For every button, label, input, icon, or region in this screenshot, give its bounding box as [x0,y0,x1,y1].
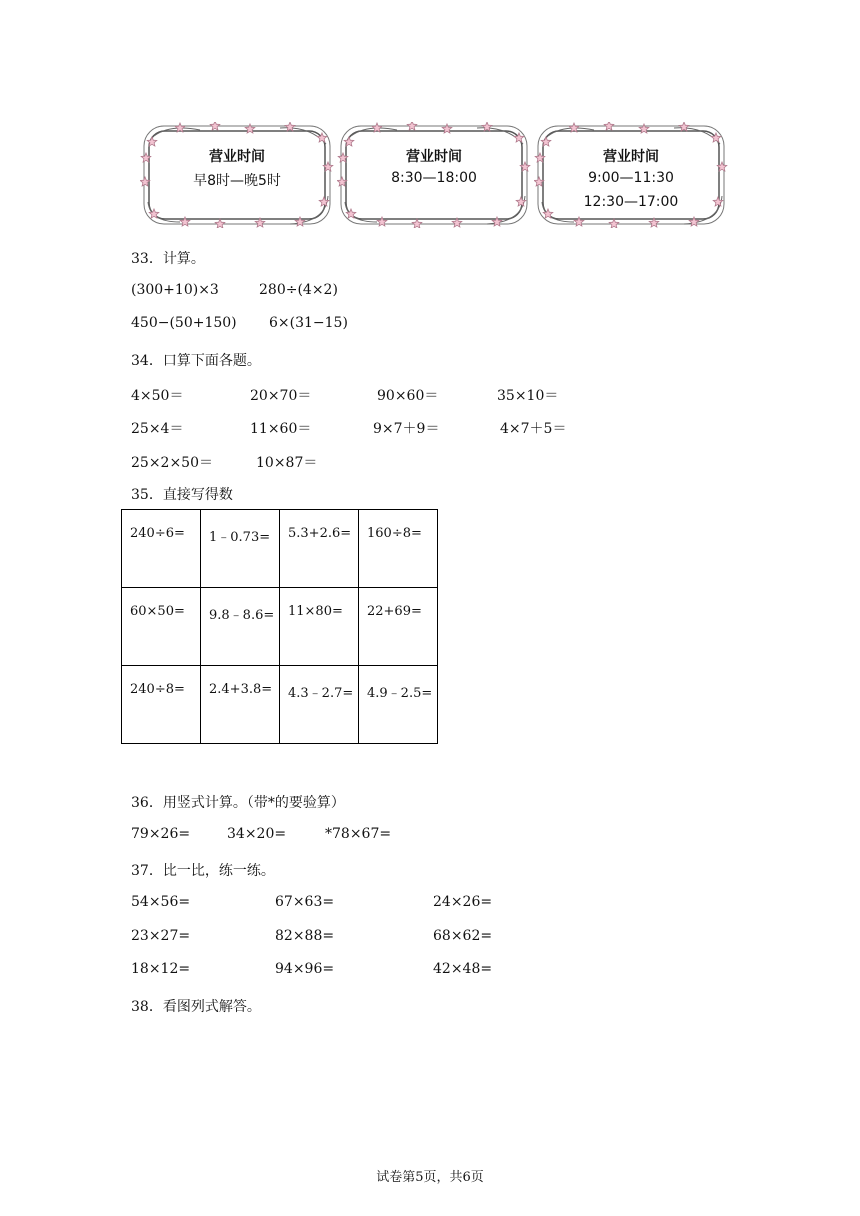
compare-calc-item: 68×62= [433,928,493,944]
compare-calc-item: 94×96= [275,961,335,977]
question-35-label: 35．直接写得数 [131,487,233,503]
sign-3-hours-morning: 9:00—11:30 [588,170,674,186]
table-cell: 2.4+3.8= [201,666,280,744]
sign-2-hours: 8:30—18:00 [391,170,477,186]
vertical-calc-item: 34×20= [227,826,287,842]
oral-calc-item: 25×2×50＝ [131,455,213,471]
table-cell: 160÷8= [359,510,438,588]
oral-calc-item: 20×70＝ [250,388,312,404]
star-decoration [210,122,220,130]
expression: (300+10)×3 [131,282,219,298]
oral-calc-item: 11×60＝ [250,421,312,437]
business-hours-sign-2 [337,122,531,228]
compare-calc-item: 82×88= [275,928,335,944]
sign-3-title: 营业时间 [603,149,659,165]
star-decoration [604,122,614,130]
table-row [122,510,438,588]
table-cell: 22+69= [359,588,438,666]
star-decoration [482,122,492,131]
oral-calc-item: 25×4＝ [131,421,184,437]
table-cell: 240÷6= [122,510,201,588]
expression: 280÷(4×2) [259,282,338,298]
sign-3-hours-afternoon: 12:30—17:00 [583,194,679,210]
compare-calc-item: 42×48= [433,961,493,977]
oral-calc-item: 10×87＝ [256,455,318,471]
page-footer: 试卷第5页，共6页 [376,1170,484,1185]
vertical-calc-item: 79×26= [131,826,191,842]
table-cell: 240÷8= [122,666,201,744]
table-row [122,666,438,744]
star-decoration [609,219,619,228]
expression: 6×(31−15) [269,315,348,331]
sign-1-title: 营业时间 [209,149,265,165]
table-cell: 60×50= [122,588,201,666]
star-decoration [679,122,689,131]
question-37-label: 37．比一比，练一练。 [131,863,275,879]
table-cell: 9.8﹣8.6= [201,588,280,666]
table-cell: 4.9﹣2.5= [359,666,438,744]
table-cell: 1﹣0.73= [201,510,280,588]
oral-calc-item: 9×7＋9＝ [373,421,440,437]
star-decoration [412,219,422,228]
oral-calc-item: 4×7＋5＝ [500,421,567,437]
table-cell: 4.3﹣2.7= [280,666,359,744]
business-hours-sign-1 [140,122,334,228]
compare-calc-item: 54×56= [131,894,191,910]
compare-calc-item: 67×63= [275,894,335,910]
question-34-label: 34．口算下面各题。 [131,353,261,369]
compare-calc-item: 24×26= [433,894,493,910]
oral-calc-item: 90×60＝ [377,388,439,404]
compare-calc-item: 18×12= [131,961,191,977]
star-decoration [407,122,417,130]
vertical-calc-item: *78×67= [325,826,392,842]
question-36-label: 36．用竖式计算。（带*的要验算） [131,795,345,811]
star-decoration [285,122,295,131]
question-38-label: 38．看图列式解答。 [131,999,261,1015]
compare-calc-item: 23×27= [131,928,191,944]
question-33-label: 33．计算。 [131,251,205,267]
star-decoration [215,219,225,228]
expression: 450−(50+150) [131,315,237,331]
sign-2-title: 营业时间 [406,149,462,165]
table-row [122,588,438,666]
oral-calc-item: 35×10＝ [497,388,559,404]
business-hours-sign-3 [534,122,728,228]
sign-1-hours: 早8时—晚5时 [193,173,281,189]
direct-answer-table [121,509,438,744]
table-cell: 5.3+2.6= [280,510,359,588]
oral-calc-item: 4×50＝ [131,388,184,404]
table-cell: 11×80= [280,588,359,666]
